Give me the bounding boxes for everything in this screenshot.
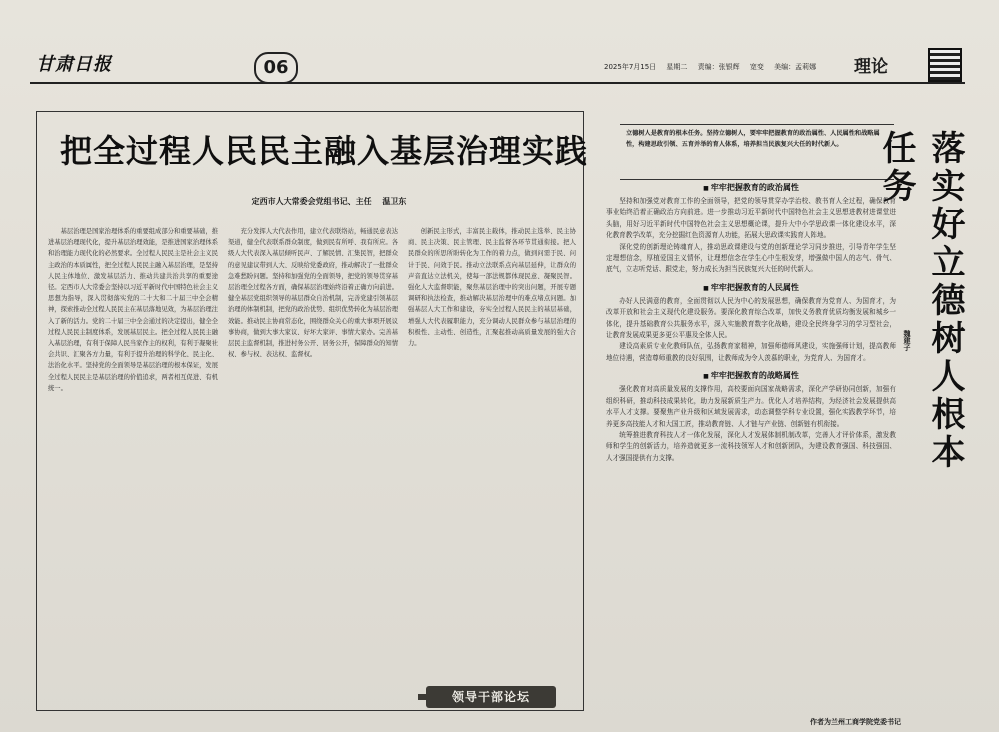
- header-meta: [604, 62, 864, 76]
- paragraph: 办好人民满意的教育，全面贯彻以人民为中心的发展思想，确保教育为党育人、为国育才，为改革开放和社会主义现代化建设服务。要深化教育综合改革，加快义务教育优质均衡发展和城乡一体化，提升基础教育公共服务水平，深入实施教育数字化战略，建设全民终身学习的学习型社会，让教育发展成果更多更公平惠及全体人民。: [606, 296, 896, 340]
- paragraph: 深化党的创新理论铸魂育人，推动思政课建设与党的创新理论学习同步推进，引导青年学生坚定理想信念，厚植爱国主义情怀，让理想信念在学生心中生根发芽，增强做中国人的志气、骨气、底气，立志听党话、跟党走，努力成长为担当民族复兴大任的时代新人。: [606, 242, 896, 274]
- section-title: 理论: [854, 57, 888, 77]
- header-divider: [30, 82, 965, 84]
- main-column-2-text: 充分发挥人大代表作用，建立代表联络站，畅通民意表达渠道，健全代表联系群众制度，做到民有所呼、我有所应。各级人大代表深入基层倾听民声、了解民情、汇集民智，把群众的意见建议带到人大、反映给党委政府，推动解决了一批群众急难愁盼问题。坚持和加强党的全面领导，把党的领导贯穿基层治理全过程各方面，确保基层治理始终沿着正确方向前进。健全基层党组织领导的基层群众自治机制，完善党建引领基层治理的体制机制，把党的政治优势、组织优势转化为基层治理效能。推动民主协商常态化，围绕群众关心的重大事项开展议事协商，做到大事大家议、好坏大家评、事情大家办。完善基层民主监督机制，推进村务公开、居务公开，保障群众的知情权、参与权、表达权、监督权。: [228, 228, 398, 359]
- lead-quote-box: 立德树人是教育的根本任务。坚持立德树人，要牢牢把握教育的政治属性、人民属性和战略属性，构建思政引领、五育并举的育人体系，培养担当民族复兴大任的时代新人。: [620, 124, 894, 180]
- right-article-author: 魏建子: [903, 330, 911, 351]
- masthead-logo: 甘肃日报: [36, 54, 112, 75]
- main-headline: 把全过程人民民主融入基层治理实践: [60, 132, 589, 170]
- main-column-1: [48, 226, 218, 696]
- byline-role: 定西市人大常委会党组书记、主任: [251, 197, 372, 206]
- section-heading: ■ 牢牢把握教育的人民属性: [606, 282, 896, 293]
- byline-name: 温卫东: [382, 197, 407, 206]
- right-article-body: [606, 176, 896, 722]
- designer-credit: 宽变: [749, 63, 764, 71]
- main-column-1-text: 基层治理是国家治理体系的重要组成部分和重要基础，推进基层治理现代化，提升基层治理效能，是推进国家治理体系和治理能力现代化的必然要求。全过程人民民主是社会主义民主政治的本质属性，把全过程人民民主融入基层治理，是坚持人民主体地位、激发基层活力、推动共建共治共享的重要途径。定西市人大常委会坚持以习近平新时代中国特色社会主义思想为指导，深入贯彻落实党的二十大和二十届三中全会精神，探索推动全过程人民民主在基层落地见效，为基层治理注入了新的活力。党的二十届三中全会通过的决定提出，健全全过程人民民主制度体系，发展基层民主。把全过程人民民主融入基层治理，有利于保障人民当家作主的权利，有利于凝聚社会共识、汇聚各方力量，有利于提升治理的科学化、民主化、法治化水平。坚持党的全面领导是基层治理的根本保证，发展全过程人民民主是基层治理的价值追求，两者相互促进、有机统一。: [48, 228, 218, 392]
- issue-weekday: 星期二: [666, 63, 688, 71]
- page-number-badge: 06: [254, 52, 298, 84]
- main-column-3-text: 创新民主形式，丰富民主载体，推动民主选举、民主协商、民主决策、民主管理、民主监督各环节贯通衔接。把人民群众的所思所盼转化为工作的着力点，做到问需于民、问计于民、问效于民。推动立法联系点向基层延伸，让群众的声音直达立法机关，使每一部法规都体现民意、凝聚民智。强化人大监督职能，聚焦基层治理中的突出问题，开展专题调研和执法检查，推动解决基层治理中的难点堵点问题。加强基层人大工作和建设，夯实全过程人民民主的基层基础，增强人大代表履职能力，充分调动人民群众参与基层治理的积极性、主动性、创造性，汇聚起推动高质量发展的强大合力。: [408, 228, 576, 348]
- paragraph: 坚持和加强党对教育工作的全面领导，把党的领导贯穿办学治校、教书育人全过程，确保教育事业始终沿着正确政治方向前进。进一步推动习近平新时代中国特色社会主义思想进教材进课堂进头脑，用好习近平新时代中国特色社会主义思想概论课，提升大中小学思政课一体化建设水平，深化教育教学改革，充分挖掘红色资源育人功能，拓展大思政课实践育人阵地。: [606, 197, 896, 240]
- art-editor-credit: 美编：孟莉娜: [774, 63, 817, 71]
- author-footnote: 作者为兰州工商学院党委书记: [810, 718, 901, 726]
- section-heading: ■ 牢牢把握教育的战略属性: [606, 370, 896, 381]
- paragraph: 统筹推进教育科技人才一体化发展，深化人才发展体制机制改革，完善人才评价体系，激发教师和学生的创新活力，培养造就更多一流科技领军人才和创新团队，为建设教育强国、科技强国、人才强国提供有力支撑。: [606, 430, 896, 462]
- qr-code-icon: [928, 48, 962, 82]
- main-byline: [200, 196, 450, 210]
- issue-date: 2025年7月15日: [604, 63, 657, 71]
- main-column-2: [228, 226, 398, 696]
- section-heading: ■ 牢牢把握教育的政治属性: [606, 182, 896, 193]
- main-column-3: [408, 226, 576, 696]
- editor-credit: 责编：张银辉: [697, 63, 740, 71]
- paragraph: 强化教育对高质量发展的支撑作用，高校要面向国家战略需求，深化产学研协同创新，加强有组织科研，推动科技成果转化，助力发展新质生产力。优化人才培养结构，为经济社会发展提供高水平人才支撑。要聚焦产业升级和区域发展需求，动态调整学科专业设置，强化实践教学环节，培养更多高技能人才和大国工匠，推动教育链、人才链与产业链、创新链有机衔接。: [606, 385, 896, 428]
- paragraph: 建设高素质专业化教师队伍，弘扬教育家精神，加强师德师风建设，实施强师计划，提高教师地位待遇，营造尊师重教的良好氛围，让教师成为令人羡慕的职业，为党育人、为国育才。: [606, 342, 896, 362]
- right-article-title: 落实好立德树人根本任务: [876, 130, 965, 472]
- forum-label-badge: 领导干部论坛: [426, 686, 556, 708]
